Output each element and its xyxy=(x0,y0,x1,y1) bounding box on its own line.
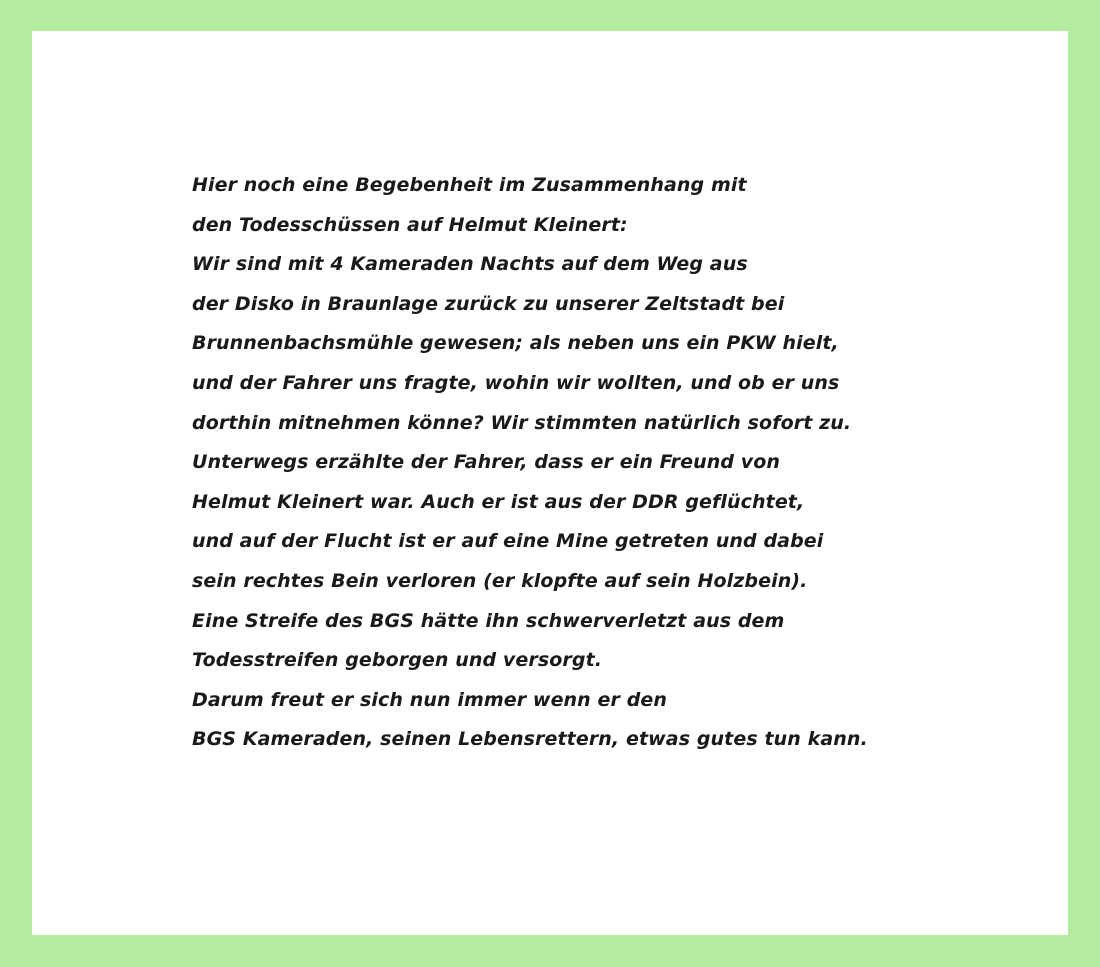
text-line: den Todesschüssen auf Helmut Kleinert: xyxy=(192,213,628,236)
text-line: und auf der Flucht ist er auf eine Mine getreten und dabei xyxy=(192,530,824,553)
text-line: Hier noch eine Begebenheit im Zusammenhang mit xyxy=(192,174,747,196)
text-line: Todesstreifen geborgen und versorgt. xyxy=(192,649,603,672)
text-line: und der Fahrer uns fragte, wohin wir wollten, und ob er uns xyxy=(192,371,840,394)
text-line: der Disko in Braunlage zurück zu unserer Zeltstadt bei xyxy=(192,292,785,315)
text-line: Darum freut er sich nun immer wenn er den xyxy=(192,688,668,711)
text-line: BGS Kameraden, seinen Lebensrettern, etwas gutes tun kann. xyxy=(192,728,868,751)
handwritten-text-block xyxy=(192,166,952,760)
text-line: Brunnenbachsmühle gewesen; als neben uns ein PKW hielt, xyxy=(192,332,839,355)
text-line: dorthin mitnehmen könne? Wir stimmten natürlich sofort zu. xyxy=(192,411,852,434)
text-line: Eine Streife des BGS hätte ihn schwerverletzt aus dem xyxy=(192,609,785,632)
text-line: Wir sind mit 4 Kameraden Nachts auf dem Weg aus xyxy=(192,253,748,276)
text-line: Helmut Kleinert war. Auch er ist aus der DDR geflüchtet, xyxy=(192,490,805,513)
document-page xyxy=(32,31,1068,935)
text-line: Unterwegs erzählte der Fahrer, dass er ein Freund von xyxy=(192,451,781,474)
text-line: sein rechtes Bein verloren (er klopfte auf sein Holzbein). xyxy=(192,569,808,592)
